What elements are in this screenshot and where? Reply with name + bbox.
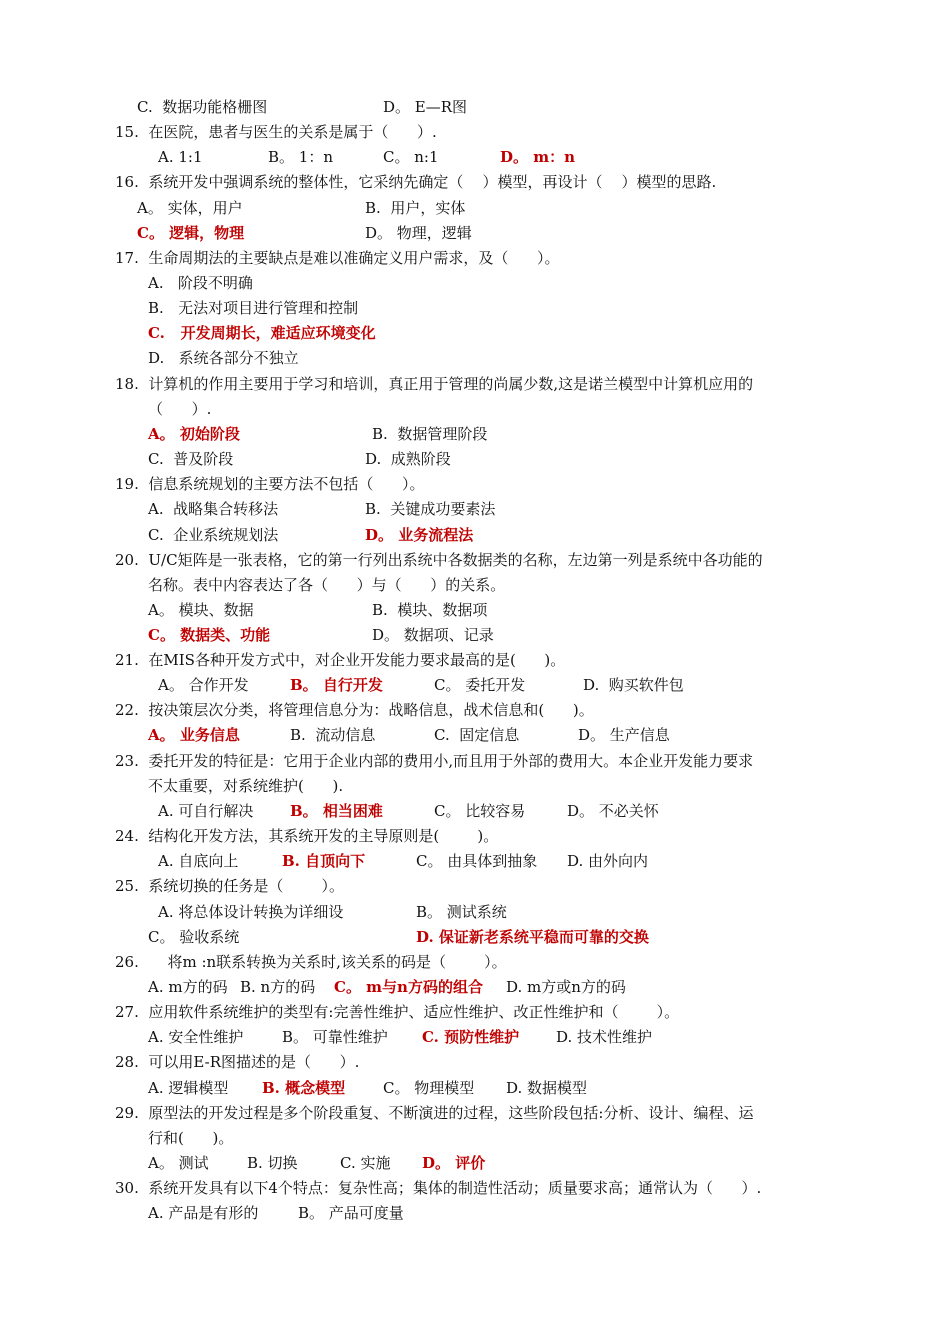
option-28-c: C。 物理模型 (383, 1079, 475, 1097)
question-20: 20. U/C矩阵是一张表格，它的第一行列出系统中各数据类的名称，左边第一列是系统中各功能的 (115, 551, 763, 569)
question-30: 30. 系统开发具有以下4个特点：复杂性高；集体的制造性活动；质量要求高；通常认为（ ）. (115, 1179, 762, 1197)
question-21: 21. 在MIS各种开发方式中，对企业开发能力要求最高的是( )。 (115, 651, 566, 669)
option-26-c-answer: C。 m与n方码的组合 (334, 978, 483, 996)
option-17-c-answer: C. 开发周期长，难适应环境变化 (148, 324, 376, 342)
question-18-cont: （ ）. (148, 400, 212, 418)
option-21-b-answer: B。 自行开发 (290, 676, 383, 694)
option-27-b: B。 可靠性维护 (282, 1028, 388, 1046)
option-21-d: D. 购买软件包 (583, 676, 684, 694)
option-18-d: D. 成熟阶段 (365, 450, 451, 468)
option-29-d-answer: D。 评价 (422, 1154, 486, 1172)
option-26-b: B. n方的码 (240, 978, 316, 996)
option-25-c: C。 验收系统 (148, 928, 240, 946)
option-19-b: B. 关键成功要素法 (365, 500, 496, 518)
question-22: 22. 按决策层次分类，将管理信息分为：战略信息，战术信息和( )。 (115, 701, 594, 719)
option-18-b: B. 数据管理阶段 (372, 425, 488, 443)
option-19-c: C. 企业系统规划法 (148, 526, 279, 544)
option-23-d: D。 不必关怀 (567, 802, 659, 820)
option-17-a: A. 阶段不明确 (148, 274, 253, 292)
question-29-cont: 行和( )。 (148, 1129, 234, 1147)
question-28: 28. 可以用E-R图描述的是（ ）. (115, 1053, 360, 1071)
option-15-b: B。 1：n (268, 148, 333, 166)
option-16-c-answer: C。 逻辑，物理 (137, 224, 245, 242)
option-26-a: A. m方的码 (148, 978, 228, 996)
option-14-d: D。 E—R图 (383, 98, 468, 116)
question-27: 27. 应用软件系统维护的类型有:完善性维护、适应性维护、改正性维护和（ ）。 (115, 1003, 680, 1021)
option-27-c-answer: C. 预防性维护 (422, 1028, 520, 1046)
question-15: 15. 在医院，患者与医生的关系是属于（ ）. (115, 123, 437, 141)
question-24: 24. 结构化开发方法，其系统开发的主导原则是( )。 (115, 827, 499, 845)
option-22-d: D。 生产信息 (578, 726, 670, 744)
option-18-c: C. 普及阶段 (148, 450, 234, 468)
option-14-c: C. 数据功能格栅图 (137, 98, 268, 116)
option-26-d: D. m方或n方的码 (506, 978, 626, 996)
question-25: 25. 系统切换的任务是（ ）。 (115, 877, 345, 895)
option-25-d-answer: D. 保证新老系统平稳而可靠的交换 (416, 928, 649, 946)
question-17: 17. 生命周期法的主要缺点是难以准确定义用户需求，及（ ）。 (115, 249, 560, 267)
question-23: 23. 委托开发的特征是：它用于企业内部的费用小,而且用于外部的费用大。本企业开发能力要求 (115, 752, 754, 770)
option-17-d: D. 系统各部分不独立 (148, 349, 299, 367)
option-30-a: A. 产品是有形的 (148, 1204, 259, 1222)
option-22-a-answer: A。 业务信息 (148, 726, 240, 744)
option-23-a: A. 可自行解决 (158, 802, 254, 820)
option-25-a: A. 将总体设计转换为详细设 (158, 903, 344, 921)
question-16: 16. 系统开发中强调系统的整体性，它采纳先确定（ ）模型，再设计（ ）模型的思路. (115, 173, 717, 191)
option-30-b: B。 产品可度量 (298, 1204, 404, 1222)
option-23-c: C。 比较容易 (434, 802, 526, 820)
question-29: 29. 原型法的开发过程是多个阶段重复、不断演进的过程，这些阶段包括:分析、设计、编程、运 (115, 1104, 754, 1122)
option-29-a: A。 测试 (148, 1154, 209, 1172)
option-19-d-answer: D。 业务流程法 (365, 526, 474, 544)
option-28-d: D. 数据模型 (506, 1079, 588, 1097)
option-16-d: D。 物理，逻辑 (365, 224, 472, 242)
option-16-b: B. 用户，实体 (365, 199, 466, 217)
question-26: 26. 将m :n联系转换为关系时,该关系的码是（ ）。 (115, 953, 507, 971)
option-15-d-answer: D。 m：n (500, 148, 576, 166)
option-19-a: A. 战略集合转移法 (148, 500, 279, 518)
option-20-b: B. 模块、数据项 (372, 601, 488, 619)
option-27-a: A. 安全性维护 (148, 1028, 244, 1046)
option-29-b: B. 切换 (247, 1154, 298, 1172)
option-21-a: A。 合作开发 (158, 676, 249, 694)
option-17-b: B. 无法对项目进行管理和控制 (148, 299, 359, 317)
option-24-b-answer: B. 自顶向下 (282, 852, 366, 870)
option-24-a: A. 自底向上 (158, 852, 239, 870)
question-18: 18. 计算机的作用主要用于学习和培训，真正用于管理的尚属少数,这是诺兰模型中计算机应用的 (115, 375, 754, 393)
option-15-a: A. 1:1 (158, 148, 203, 166)
option-16-a: A。 实体，用户 (137, 199, 243, 217)
option-23-b-answer: B。 相当困难 (290, 802, 383, 820)
option-18-a-answer: A。 初始阶段 (148, 425, 240, 443)
option-20-a: A。 模块、数据 (148, 601, 254, 619)
option-22-c: C. 固定信息 (434, 726, 520, 744)
option-24-c: C。 由具体到抽象 (416, 852, 538, 870)
option-21-c: C。 委托开发 (434, 676, 526, 694)
option-15-c: C。 n:1 (383, 148, 439, 166)
option-20-c-answer: C。 数据类、功能 (148, 626, 271, 644)
question-23-cont: 不太重要，对系统维护( ). (148, 777, 344, 795)
option-24-d: D. 由外向内 (567, 852, 649, 870)
option-29-c: C. 实施 (340, 1154, 391, 1172)
option-28-a: A. 逻辑模型 (148, 1079, 229, 1097)
option-22-b: B. 流动信息 (290, 726, 376, 744)
option-25-b: B。 测试系统 (416, 903, 507, 921)
option-20-d: D。 数据项、记录 (372, 626, 494, 644)
question-20-cont: 名称。表中内容表达了各（ ）与（ ）的关系。 (148, 576, 506, 594)
option-27-d: D. 技术性维护 (556, 1028, 653, 1046)
question-19: 19. 信息系统规划的主要方法不包括（ ）。 (115, 475, 425, 493)
option-28-b-answer: B. 概念模型 (262, 1079, 346, 1097)
